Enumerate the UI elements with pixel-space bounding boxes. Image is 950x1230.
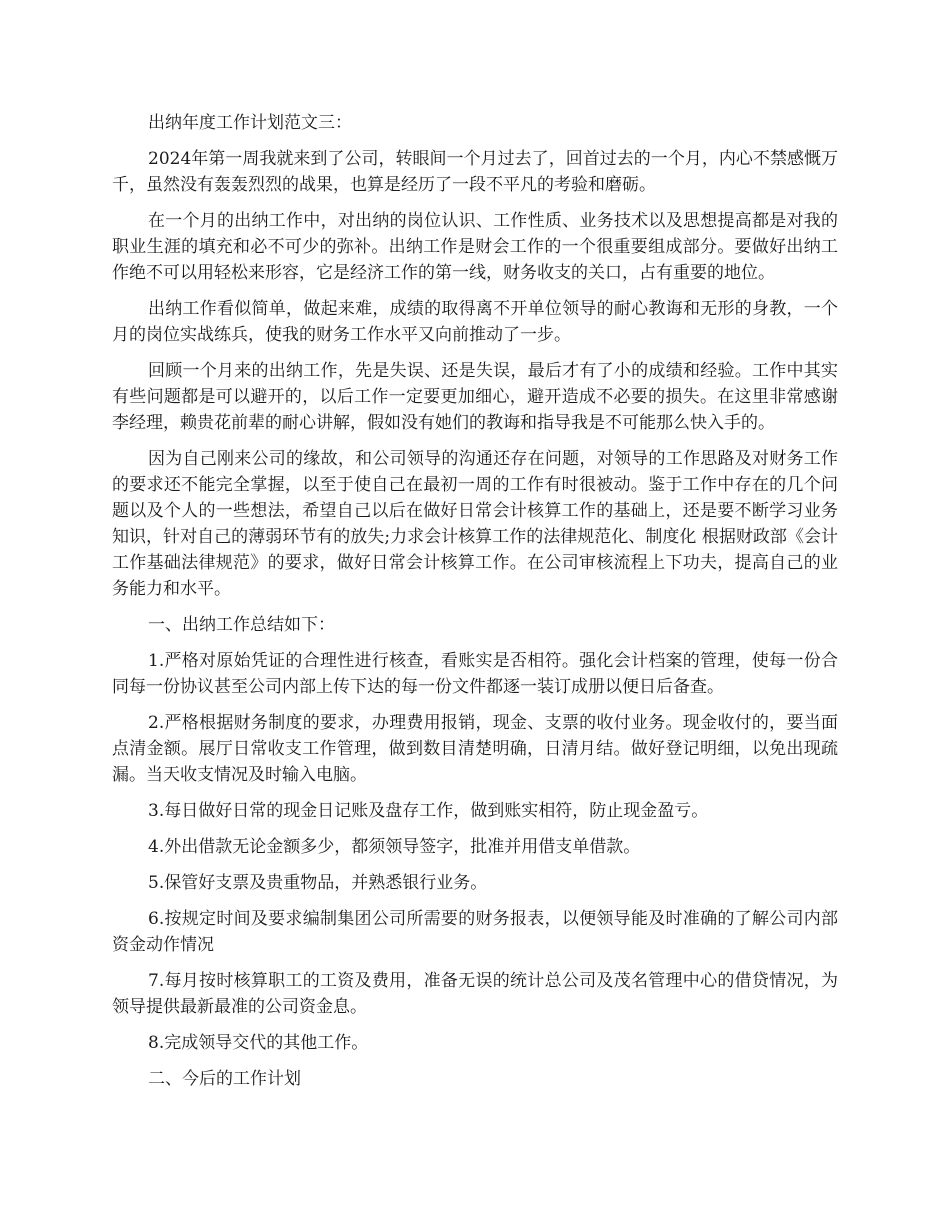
list-item: 8.完成领导交代的其他工作。 [148,1033,369,1053]
list-item: 2.严格根据财务制度的要求，办理费用报销，现金、支票的收付业务。现金收付的，要当面点清金额。展厅日常收支工作管理，做到数目清楚明确，日清月结。做好登记明细，以免出现疏漏。当天收支情况及时输入电脑。 [112,713,838,785]
list-item: 7.每月按时核算职工的工资及费用，准备无误的统计总公司及茂名管理中心的借贷情况，为领导提供最新最准的公司资金息。 [112,971,838,1017]
list-item: 6.按规定时间及要求编制集团公司所需要的财务报表，以便领导能及时准确的了解公司内部资金动作情况 [112,909,838,955]
document-body [112,110,838,1102]
paragraph-intro: 2024年第一周我就来到了公司，转眼间一个月过去了，回首过去的一个月，内心不禁感慨万千，虽然没有轰轰烈烈的战果，也算是经历了一段不平凡的考验和磨砺。 [112,149,838,195]
paragraph-review: 回顾一个月来的出纳工作，先是失误、还是失误，最后才有了小的成绩和经验。工作中其实有些问题都是可以避开的，以后工作一定要更加细心，避开造成不必要的损失。在这里非常感谢李经理，赖贵花前辈的耐心讲解，假如没有她们的教诲和指导我是不可能那么快入手的。 [112,361,838,433]
list-item: 4.外出借款无论金额多少，都须领导签字，批准并用借支单借款。 [148,837,641,857]
document-title: 出纳年度工作计划范文三： [148,113,352,133]
list-item: 5.保管好支票及贵重物品，并熟悉银行业务。 [148,873,488,893]
list-item: 3.每日做好日常的现金日记账及盘存工作，做到账实相符，防止现金盈亏。 [148,801,709,821]
paragraph-leadership: 出纳工作看似简单，做起来难，成绩的取得离不开单位领导的耐心教诲和无形的身教，一个月的岗位实战练兵，使我的财务工作水平又向前推动了一步。 [112,299,838,345]
section-heading-summary: 一、出纳工作总结如下： [148,615,335,635]
section-heading-plan: 二、今后的工作计划 [148,1069,301,1089]
list-item: 1.严格对原始凭证的合理性进行核查，看账实是否相符。强化会计档案的管理，使每一份合同每一份协议甚至公司内部上传下达的每一份文件都逐一装订成册以便日后备查。 [112,651,838,697]
paragraph-problems: 因为自己刚来公司的缘故，和公司领导的沟通还存在问题，对领导的工作思路及对财务工作的要求还不能完全掌握，以至于使自己在最初一周的工作有时很被动。鉴于工作中存在的几个问题以及个人的一些想法，希望自己以后在做好日常会计核算工作的基础上，还是要不断学习业务知识，针对自己的薄弱环节有的放失;力求会计核算工作的法律规范化、制度化 根据财政部《会计工作基础法律规范》的要求，做好日常会计核算工作。在公司审核流程上下功夫，提高自己的业务能力和水平。 [112,449,838,599]
paragraph-role-understanding: 在一个月的出纳工作中，对出纳的岗位认识、工作性质、业务技术以及思想提高都是对我的职业生涯的填充和必不可少的弥补。出纳工作是财会工作的一个很重要组成部分。要做好出纳工作绝不可以用轻松来形容，它是经济工作的第一线，财务收支的关口，占有重要的地位。 [112,211,838,283]
